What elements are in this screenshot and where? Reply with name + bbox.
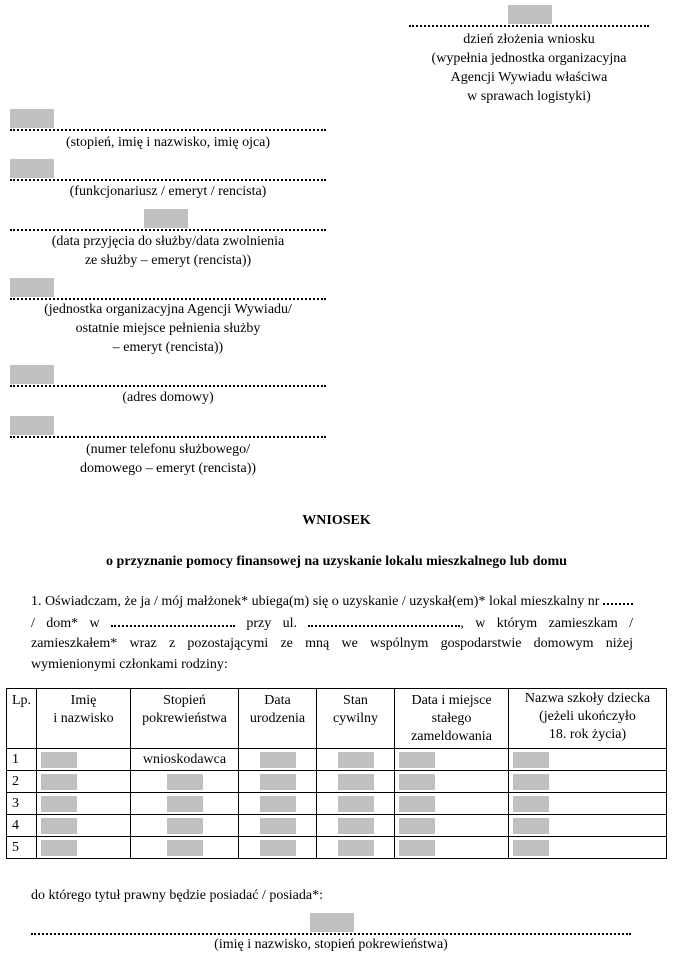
name-cell — [37, 793, 131, 815]
name-cell — [37, 771, 131, 793]
redacted-cell — [260, 840, 296, 856]
registration-cell — [395, 749, 509, 771]
redacted-cell — [513, 774, 549, 790]
name-cell — [37, 749, 131, 771]
marital-cell — [317, 749, 395, 771]
service-date-dotted-line — [10, 229, 326, 231]
name-cell — [37, 837, 131, 859]
rank-name-caption — [10, 133, 326, 152]
school-cell — [509, 749, 667, 771]
birthdate-cell — [239, 815, 317, 837]
address-caption-line: (adres domowy) — [122, 390, 214, 405]
ownership-text: do którego tytuł prawny będzie posiadać / posiada*: — [31, 888, 323, 903]
redacted-date — [508, 5, 552, 24]
table-row — [7, 815, 667, 837]
row-number: 3 — [7, 793, 37, 815]
header-marital-text: Stan cywilny — [332, 693, 379, 726]
registration-cell — [395, 771, 509, 793]
redacted-cell — [399, 796, 435, 812]
registration-cell — [395, 837, 509, 859]
redacted-cell — [513, 752, 549, 768]
row-number: 1 — [7, 749, 37, 771]
row-number: 4 — [7, 815, 37, 837]
redacted-cell — [167, 774, 203, 790]
phone-caption-line-1: (numer telefonu służbowego/ — [85, 442, 251, 457]
school-cell — [509, 793, 667, 815]
header-school — [509, 689, 667, 749]
declaration-text-2: / dom* w — [31, 615, 100, 631]
unit-caption — [10, 300, 326, 357]
header-name-text: Imię i nazwisko — [53, 693, 114, 726]
registration-cell — [395, 815, 509, 837]
date-caption-line-4: w sprawach logistyki) — [467, 89, 591, 104]
redacted-cell — [260, 796, 296, 812]
service-date-caption-line-2: ze służby – emeryt (rencista)) — [84, 253, 252, 268]
address-dotted-line — [10, 385, 326, 387]
unit-caption-line-1: (jednostka organizacyjna Agencji Wywiadu/ — [44, 302, 292, 317]
header-birthdate — [239, 689, 317, 749]
declaration-paragraph — [31, 591, 633, 675]
status-caption — [10, 182, 326, 201]
redacted-address — [10, 365, 54, 384]
declaration-text-4: , w którym zamieszkam / zamieszkałem* wraz z pozostającymi ze mną we wspólnym gospodarstwie domowym niżej wymienionymi członkami rodziny: — [31, 615, 634, 672]
address-caption — [10, 388, 326, 407]
redacted-cell — [167, 840, 203, 856]
redacted-cell — [41, 818, 77, 834]
redacted-unit — [10, 278, 54, 297]
redacted-service-date — [144, 209, 188, 228]
relation-cell — [131, 815, 239, 837]
service-date-caption-line-1: (data przyjęcia do służby/data zwolnienia — [51, 234, 285, 249]
rank-name-caption-line: (stopień, imię i nazwisko, imię ojca) — [65, 135, 271, 150]
owner-caption: (imię i nazwisko, stopień pokrewieństwa) — [214, 937, 448, 952]
service-date-caption — [10, 232, 326, 270]
unit-caption-line-2: ostatnie miejsce pełnienia służby — [75, 321, 261, 336]
redacted-cell — [167, 818, 203, 834]
redacted-cell — [338, 774, 374, 790]
name-cell — [37, 815, 131, 837]
header-birthdate-text: Data urodzenia — [249, 693, 306, 726]
birthdate-cell — [239, 837, 317, 859]
header-registration — [395, 689, 509, 749]
unit-caption-line-3: – emeryt (rencista)) — [112, 340, 224, 355]
date-caption — [409, 30, 649, 106]
header-relation — [131, 689, 239, 749]
date-dotted-line — [409, 25, 649, 27]
status-dotted-line — [10, 179, 326, 181]
registration-cell — [395, 793, 509, 815]
relation-cell: wnioskodawca — [131, 749, 239, 771]
row-number: 5 — [7, 837, 37, 859]
rank-name-dotted-line — [10, 129, 326, 131]
redacted-cell — [338, 752, 374, 768]
redacted-cell — [399, 774, 435, 790]
header-lp-text: Lp. — [11, 693, 32, 708]
redacted-cell — [338, 818, 374, 834]
redacted-owner — [310, 913, 354, 932]
redacted-cell — [399, 840, 435, 856]
table-row — [7, 793, 667, 815]
document-title: WNIOSEK — [302, 513, 371, 528]
birthdate-cell — [239, 749, 317, 771]
header-school-text: Nazwa szkoły dziecka (jeżeli ukończyło 18. rok życia) — [524, 691, 651, 742]
header-marital — [317, 689, 395, 749]
redacted-cell — [167, 796, 203, 812]
relation-cell — [131, 837, 239, 859]
street-field[interactable] — [308, 613, 460, 627]
redacted-cell — [41, 840, 77, 856]
redacted-cell — [399, 818, 435, 834]
date-caption-line-1: dzień złożenia wniosku — [463, 32, 595, 47]
table-row — [7, 837, 667, 859]
header-name — [37, 689, 131, 749]
redacted-cell — [260, 818, 296, 834]
city-field[interactable] — [111, 613, 235, 627]
relation-cell — [131, 793, 239, 815]
redacted-cell — [513, 818, 549, 834]
marital-cell — [317, 815, 395, 837]
redacted-cell — [399, 752, 435, 768]
school-cell — [509, 815, 667, 837]
status-caption-line: (funkcjonariusz / emeryt / rencista) — [69, 184, 267, 199]
redacted-cell — [260, 752, 296, 768]
redacted-cell — [338, 840, 374, 856]
redacted-cell — [260, 774, 296, 790]
redacted-phone — [10, 416, 54, 435]
header-lp — [7, 689, 37, 749]
row-number: 2 — [7, 771, 37, 793]
declaration-text-1: 1. Oświadczam, że ja / mój małżonek* ubiega(m) się o uzyskanie / uzyskał(em)* lokal mieszkalny nr — [31, 594, 600, 609]
marital-cell — [317, 771, 395, 793]
relation-cell — [131, 771, 239, 793]
phone-caption — [10, 440, 326, 478]
declaration-text-3: przy ul. — [246, 615, 298, 631]
redacted-cell — [338, 796, 374, 812]
apartment-number-field[interactable] — [603, 591, 633, 605]
document-subtitle: o przyznanie pomocy finansowej na uzyskanie lokalu mieszkalnego lub domu — [106, 554, 567, 569]
header-registration-text: Data i miejsce stałego zameldowania — [411, 693, 492, 744]
phone-caption-line-2: domowego – emeryt (rencista)) — [79, 461, 257, 476]
redacted-status — [10, 159, 54, 178]
redacted-rank-name — [10, 109, 54, 128]
redacted-cell — [513, 840, 549, 856]
phone-dotted-line — [10, 436, 326, 438]
date-caption-line-3: Agencji Wywiadu właściwa — [450, 70, 608, 85]
family-members-table — [6, 688, 667, 859]
redacted-cell — [41, 752, 77, 768]
marital-cell — [317, 793, 395, 815]
marital-cell — [317, 837, 395, 859]
redacted-cell — [41, 796, 77, 812]
header-relation-text: Stopień pokrewieństwa — [142, 693, 227, 726]
birthdate-cell — [239, 793, 317, 815]
school-cell — [509, 771, 667, 793]
redacted-cell — [513, 796, 549, 812]
table-row — [7, 749, 667, 771]
birthdate-cell — [239, 771, 317, 793]
date-caption-line-2: (wypełnia jednostka organizacyjna — [431, 51, 627, 66]
table-row — [7, 771, 667, 793]
redacted-cell — [41, 774, 77, 790]
school-cell — [509, 837, 667, 859]
